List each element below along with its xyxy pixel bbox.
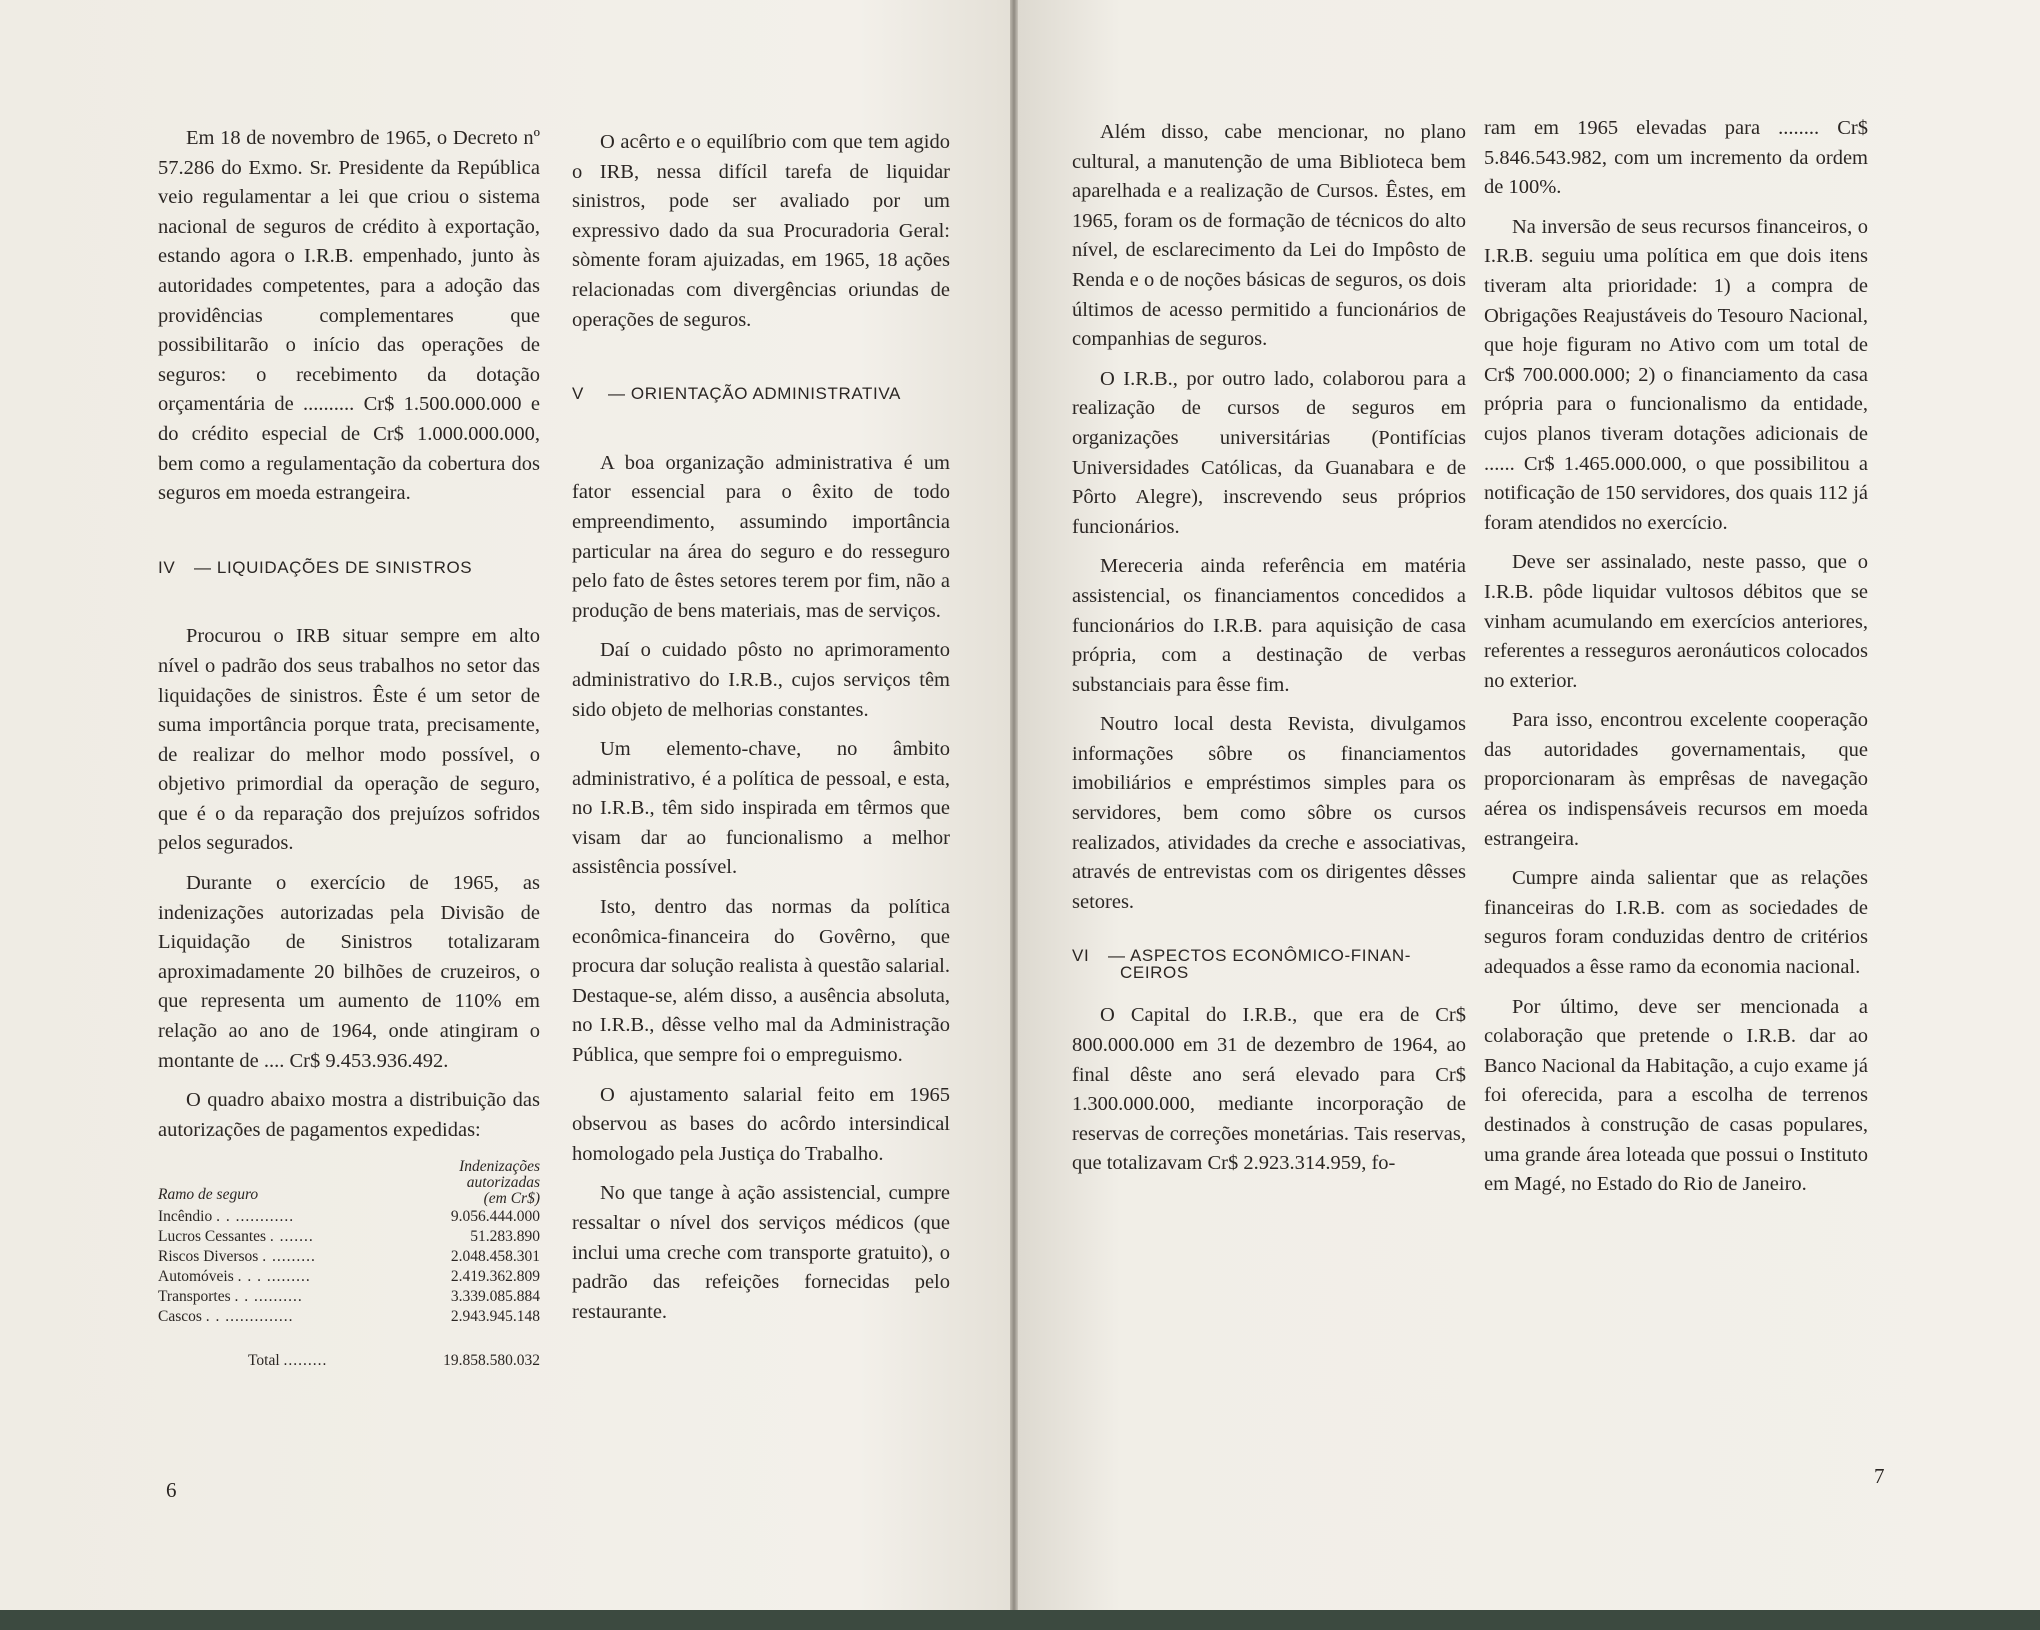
table-row: Riscos Diversos . ......... 2.048.458.301 (158, 1248, 540, 1266)
paragraph: Mereceria ainda referência em matéria assistencial, os financiamentos concedidos a funcionários do I.R.B. para aquisição de casa própria, com a destinação de verbas substanciais para êsse fim. (1072, 555, 1466, 696)
paragraph: Além disso, cabe mencionar, no plano cultural, a manutenção de uma Biblioteca bem aparelhada e a realização de Cursos. Êstes, em 1965, foram os de formação de técnicos do alto nível, de esclarecimento da Lei do Impôsto de Renda e o de noções básicas de seguros, os dois últimos de acesso permitido a funcionários de companhias de seguros. (1072, 121, 1466, 351)
table-row: Incêndio . . ............ 9.056.444.000 (158, 1208, 540, 1226)
paragraph: O I.R.B., por outro lado, colaborou para a realização de cursos de seguros em organizações universitárias (Pontifícias Universidades Católicas, da Guanabara e de Pôrto Alegre), inscrevendo seus próprios funcionários. (1072, 367, 1466, 538)
section-heading-v: V — ORIENTAÇÃO ADMINISTRATIVA (572, 384, 901, 404)
paragraph: Por último, deve ser mencionada a colaboração que pretende o I.R.B. dar ao Banco Nacional da Habitação, a cujo exame já foi oferecida, para a escolha de terrenos destinados à construção de casas populares, uma grande área loteada que possui o Instituto em Magé, no Estado do Rio de Janeiro. (1484, 995, 1868, 1196)
paragraph: Na inversão de seus recursos financeiros, o I.R.B. seguiu uma política em que dois itens tiveram alta prioridade: 1) a compra de Obrigações Reajustáveis do Tesouro Nacional, que hoje figuram no Ativo com um total de Cr$ 700.000.000; 2) o financiamento da casa própria para o funcionalismo da entidade, cujos planos tiveram dotações adicionais de ...... Cr$ 1.465.000.000, o que possibilitou a notificação de 150 servidores, dos quais 112 já foram atendidos no exercício. (1484, 215, 1868, 534)
table-row: Cascos . . .............. 2.943.945.148 (158, 1308, 540, 1326)
paragraph: Cumpre ainda salientar que as relações financeiras do I.R.B. com as sociedades de seguros foram conduzidas dentro de critérios adequados a êsse ramo da economia nacional. (1484, 867, 1868, 979)
paragraph: ram em 1965 elevadas para ........ Cr$ 5.846.543.982, com um incremento da ordem de 100%. (1484, 117, 1868, 199)
table-row: Transportes . . .......... 3.339.085.884 (158, 1288, 540, 1306)
paragraph: No que tange à ação assistencial, cumpre ressaltar o nível dos serviços médicos (que inclui uma creche com transporte gratuito), o padrão das refeições fornecidas pelo restaurante. (572, 1182, 950, 1323)
right-column-1 (1072, 118, 1466, 1189)
paragraph: A boa organização administrativa é um fator essencial para o êxito de todo empreendimento, assumindo importância particular na área do seguro e do resseguro pelo fato de êstes setores terem por fim, não a produção de bens materiais, mas de serviços. (572, 451, 950, 622)
left-page (0, 0, 1010, 1610)
table-header-indenizacoes: Indenizações autorizadas (em Cr$) (459, 1158, 540, 1208)
paragraph: O quadro abaixo mostra a distribuição das autorizações de pagamentos expedidas: (158, 1089, 540, 1141)
paragraph: Isto, dentro das normas da política econômica-financeira do Govêrno, que procura dar solução realista à questão salarial. Destaque-se, além disso, a ausência absoluta, no I.R.B., dêsse velho mal da Administração Pública, que sempre foi o empreguismo. (572, 896, 950, 1067)
page-number-7: 7 (1874, 1464, 1885, 1488)
paragraph: O Capital do I.R.B., que era de Cr$ 800.000.000 em 31 de dezembro de 1964, ao final dêste ano será elevado para Cr$ 1.300.000.000, mediante incorporação de reservas de correções monetárias. Tais reservas, que totalizavam Cr$ 2.923.314.959, fo- (1072, 1004, 1466, 1175)
page-number-6: 6 (166, 1478, 177, 1502)
indemnity-table (158, 1159, 540, 1371)
paragraph: Em 18 de novembro de 1965, o Decreto nº 57.286 do Exmo. Sr. Presidente da República veio regulamentar a lei que criou o sistema nacional de seguros de crédito à exportação, estando agora o I.R.B. empenhado, junto às autoridades competentes, para a adoção das providências complementares que possibilitarão o início das operações de seguros: o recebimento da dotação orçamentária de .......... Cr$ 1.500.000.000 e do crédito especial de Cr$ 1.000.000.000, bem como a regulamentação da cobertura dos seguros em moeda estrangeira. (158, 127, 540, 505)
right-page (1018, 0, 2040, 1610)
paragraph: O acêrto e o equilíbrio com que tem agido o IRB, nessa difícil tarefa de liquidar sinistros, pode ser avaliado por um expressivo dado da sua Procuradoria Geral: sòmente foram ajuizadas, em 1965, 18 ações relacionadas com divergências oriundas de operações de seguros. (572, 131, 950, 331)
paragraph: Noutro local desta Revista, divulgamos informações sôbre os financiamentos imobiliários e empréstimos simples para os servidores, bem como sôbre os cursos realizados, atividades da creche e associativas, através de entrevistas com os dirigentes dêsses setores. (1072, 713, 1466, 913)
paragraph: Um elemento-chave, no âmbito administrativo, é a política de pessoal, e esta, no I.R.B., têm sido inspirada em têrmos que visam dar ao funcionalismo a melhor assistência possível. (572, 738, 950, 879)
paragraph: Deve ser assinalado, neste passo, que o I.R.B. pôde liquidar vultosos débitos que se vinham acumulando em exercícios anteriores, referentes a resseguros aeronáuticos colocados no exterior. (1484, 551, 1868, 692)
table-header-row (158, 1159, 540, 1207)
paragraph: Durante o exercício de 1965, as indenizações autorizadas pela Divisão de Liquidação de Sinistros totalizaram aproximadamente 20 bilhões de cruzeiros, o que representa um aumento de 110% em relação ao ano de 1964, onde atingiram o montante de .... Cr$ 9.453.936.492. (158, 872, 540, 1072)
section-heading-iv: IV — LIQUIDAÇÕES DE SINISTROS (158, 557, 473, 577)
section-heading-vi: VI — ASPECTOS ECONÔMICO-FINAN- CEIROS (1072, 946, 1412, 983)
left-column-2 (572, 128, 950, 1337)
book-gutter (1010, 0, 1018, 1610)
table-row: Lucros Cessantes . ....... 51.283.890 (158, 1228, 540, 1246)
paragraph: Para isso, encontrou excelente cooperação das autoridades governamentais, que proporcionaram às emprêsas de navegação aérea os indispensáveis recursos em moeda estrangeira. (1484, 709, 1868, 850)
right-column-2 (1484, 114, 1868, 1210)
paragraph: O ajustamento salarial feito em 1965 observou as bases do acôrdo intersindical homologado pela Justiça do Trabalho. (572, 1083, 950, 1165)
left-column-1 (158, 124, 540, 1371)
paragraph: Daí o cuidado pôsto no aprimoramento administrativo do I.R.B., cujos serviços têm sido objeto de melhorias constantes. (572, 639, 950, 721)
paragraph: Procurou o IRB situar sempre em alto nível o padrão dos seus trabalhos no setor das liquidações de sinistros. Êste é um setor de suma importância porque trata, precisamente, de realizar do melhor modo possível, o objetivo primordial da operação de seguro, que é o da reparação dos prejuízos sofridos pelos segurados. (158, 625, 540, 855)
table-header-ramo: Ramo de seguro (158, 1186, 259, 1204)
background-strip (0, 1610, 2040, 1630)
table-total-row: Total ......... 19.858.580.032 (248, 1352, 540, 1370)
table-row: Automóveis . . . ......... 2.419.362.809 (158, 1268, 540, 1286)
